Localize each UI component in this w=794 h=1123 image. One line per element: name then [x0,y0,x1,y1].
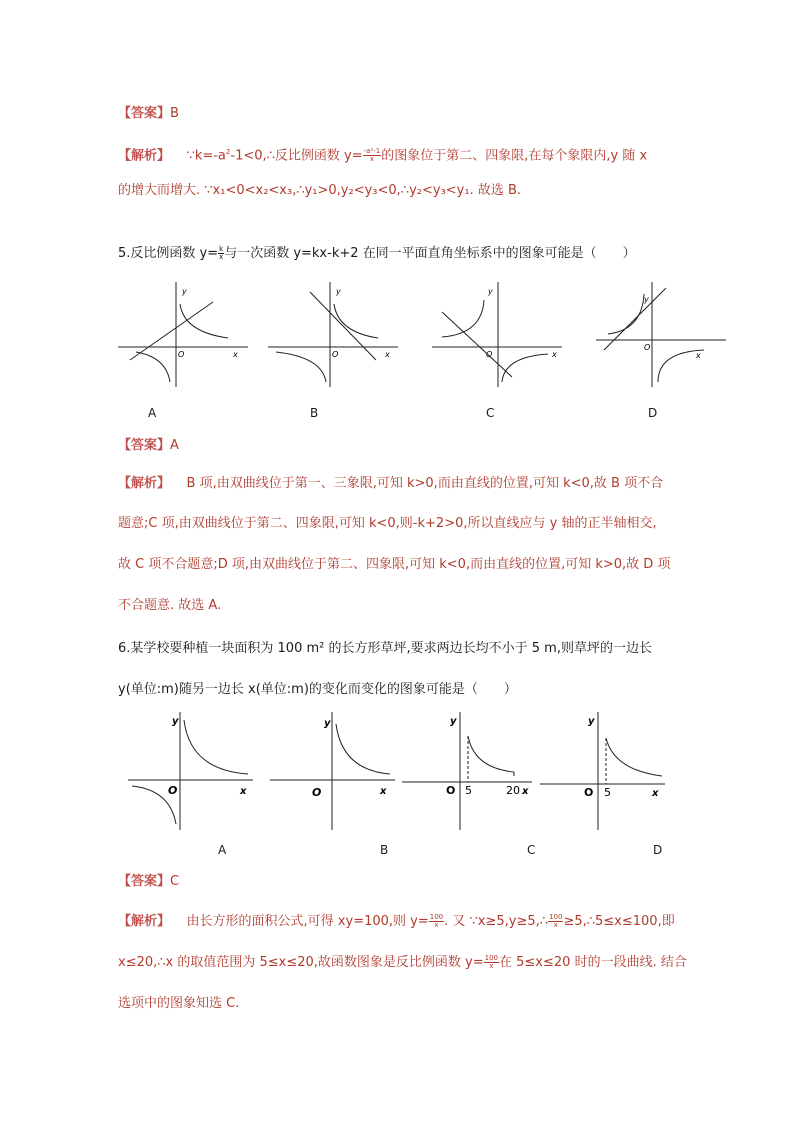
fraction [363,148,382,163]
origin-label: O [584,786,594,799]
analysis-text: 的增大而增大. ∵x₁<0<x₂<x₃,∴y₁>0,y₂<y₃<0,∴y₂<y₃<y₁. 故选 B. [118,183,522,198]
analysis-text: 选项中的图象知选 C. [118,996,240,1011]
origin-label: O [486,350,493,359]
fraction-numerator: 100 [484,954,499,962]
line-graph [310,292,376,360]
fraction-denominator: x [434,921,439,929]
q5-graph-b [268,282,398,387]
analysis-4-line2 [118,183,521,199]
analysis-text: 故 C 项不合题意;D 项,由双曲线位于第二、四象限,可知 k<0,而由直线的位置,可知 k>0,故 D 项 [118,557,671,572]
q5-option-b-label: B [310,406,319,420]
origin-label: O [332,350,339,359]
hyperbola-branch [180,304,228,338]
q6-option-a-label: A [218,843,227,857]
tick-label-20: 20 [506,784,520,797]
fraction [429,914,444,929]
fraction-denominator: x [489,962,494,970]
axis-label-x: x [522,786,529,797]
analysis-5-line1 [118,476,663,492]
axis-label-x: x [652,788,659,799]
answer-5 [118,438,179,454]
origin-label: O [446,784,456,797]
question-6-line1 [118,641,652,657]
axis-label-y: y [644,295,649,304]
analysis-5-line3 [118,557,670,573]
q6-graph-a [128,712,253,832]
question-text: y(单位:m)随另一边长 x(单位:m)的变化而变化的图象可能是（ ） [118,682,517,697]
axis-label-x: x [696,351,701,360]
answer-value: C [170,874,180,889]
origin-label: O [178,350,185,359]
answer-value: A [170,438,179,453]
analysis-text: 在 5≤x≤20 时的一段曲线. 结合 [499,955,687,970]
analysis-6-line2 [118,955,687,971]
q6-option-d-label: D [653,843,663,857]
analysis-6-line3 [118,996,239,1012]
fraction [218,246,224,261]
fraction-numerator: 100 [549,913,563,921]
q6-graph-c [402,712,532,832]
q6-graph-d [540,712,670,832]
analysis-5-line2 [118,516,657,532]
analysis-text: ≥5,∴5≤x≤100,即 [563,914,675,929]
hyperbola-branch [276,352,326,382]
answer-4 [118,106,179,122]
hyperbola-branch [334,304,378,338]
analysis-text: x≤20,∴x 的取值范围为 5≤x≤20,故函数图象是反比例函数 y= [118,955,484,970]
axis-label-y: y [172,716,179,727]
axis-label-y: y [588,716,595,727]
tick-label-5: 5 [465,784,472,797]
axis-label-y: y [336,287,341,296]
analysis-text: 不合题意. 故选 A. [118,598,222,613]
fraction-numerator: -a²-1 [363,147,381,156]
origin-label: O [312,786,322,799]
analysis-4-line1: 【解析】 $\because k=-a^2-1<0,\therefore$反比例函数 y= $\frac{\text{-a²-1}}{x}$ 的图象位于第二、四象限,在每个象限内,y 随 x [118,147,648,164]
analysis-text: ∵k=-a [186,148,226,164]
curve-segment [468,736,514,772]
q5-graph-c [432,282,562,387]
q6-option-b-label: B [380,843,389,857]
question-5 [118,246,636,262]
answer-value: B [170,106,179,121]
axis-label-x: x [385,350,390,359]
analysis-text: B 项,由双曲线位于第一、三象限,可知 k>0,而由直线的位置,可知 k<0,故 B 项不合 [186,476,664,491]
question-text: 6.某学校要种植一块面积为 100 m² 的长方形草坪,要求两边长均不小于 5 m,则草坪的一边长 [118,641,652,656]
q5-graph-d [596,282,726,387]
axis-label-x: x [233,350,238,359]
q6-option-c-label: C [527,843,536,857]
fraction-denominator: x [369,155,374,164]
curve-segment [606,738,662,776]
question-6-line2 [118,682,517,698]
hyperbola-branch [184,720,248,774]
fraction [484,955,499,970]
analysis-tag: 【解析】 [118,476,171,491]
question-text: 与一次函数 y=kx-k+2 在同一平面直角坐标系中的图象可能是（ ） [224,246,636,261]
fraction-denominator: x [553,921,558,929]
analysis-text: 由长方形的面积公式,可得 xy=100,则 y= [186,914,429,929]
hyperbola-branch [136,352,170,382]
line-graph [604,288,666,350]
analysis-text: 题意;C 项,由双曲线位于第二、四象限,可知 k<0,则-k+2>0,所以直线应与 y 轴的正半轴相交, [118,516,657,531]
q6-graph-b [270,712,395,832]
q5-option-c-label: C [486,406,495,420]
fraction [548,914,563,929]
fraction-numerator: 100 [429,913,444,921]
analysis-tag: 【解析】 [118,148,171,164]
fraction-numerator: k [219,245,224,253]
axis-label-x: x [380,786,387,797]
fraction-denominator: x [219,253,224,261]
hyperbola-branch [336,724,390,774]
axis-label-y: y [450,716,457,727]
question-text: 5.反比例函数 y= [118,246,219,261]
q5-option-a-label: A [148,406,157,420]
axis-label-x: x [240,786,247,797]
axis-label-x: x [552,350,557,359]
answer-tag: 【答案】 [118,874,171,889]
analysis-text: -1<0,∴反比例函数 y= [230,148,363,164]
analysis-6-line1 [118,914,675,930]
analysis-text: 的图象位于第二、四象限,在每个象限内,y 随 x [381,148,648,164]
answer-tag: 【答案】 [118,438,171,453]
q5-graph-a [118,282,248,387]
analysis-text: . 又 ∵x≥5,y≥5,∴ [444,914,549,929]
origin-label: O [168,784,178,797]
answer-6 [118,874,179,890]
origin-label: O [644,343,651,352]
analysis-5-line4 [118,598,221,614]
line-graph [130,302,213,360]
hyperbola-branch [502,354,548,382]
tick-label-5: 5 [604,786,611,799]
axis-label-y: y [488,287,493,296]
q5-option-d-label: D [648,406,658,420]
analysis-tag: 【解析】 [118,914,171,929]
answer-tag: 【答案】 [118,106,171,121]
axis-label-y: y [324,718,331,729]
axis-label-y: y [182,287,187,296]
